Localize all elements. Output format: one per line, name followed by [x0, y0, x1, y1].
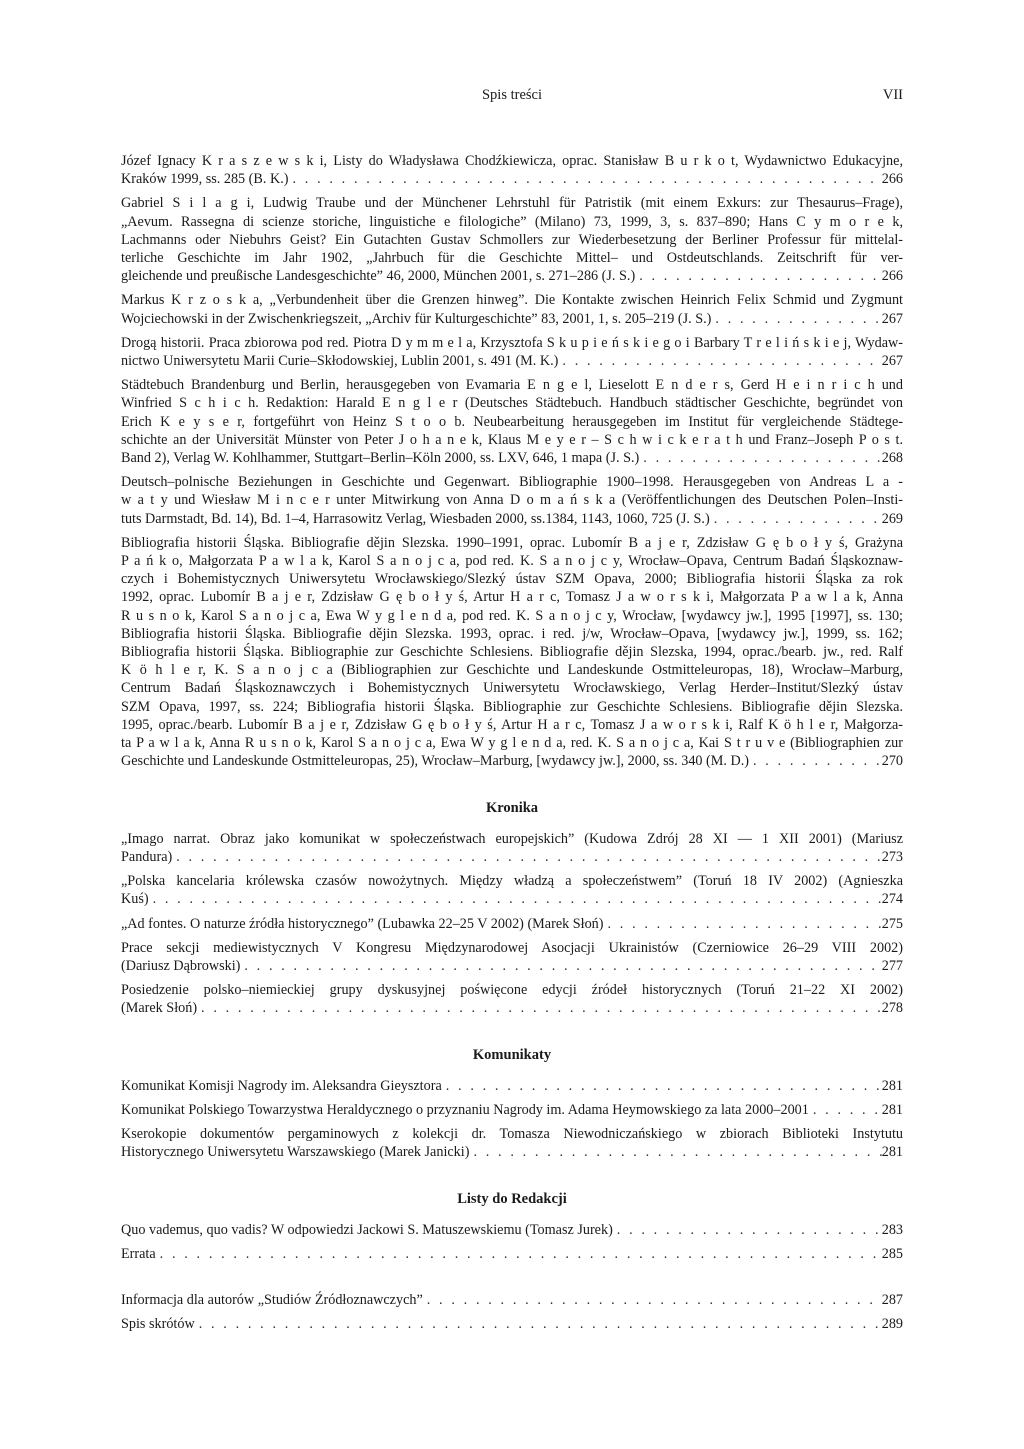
dot-leader: [423, 1291, 882, 1309]
toc-entry[interactable]: [121, 1315, 903, 1333]
toc-entries-komunikaty: [121, 1077, 903, 1162]
toc-entry[interactable]: [121, 1101, 903, 1119]
toc-entry-text-line: Bibliografia historii Śląska. Bibliografie dějin Slezska. 1990–1991, oprac. Lubomír B a j e r, Zdzisław G ę b o ł y ś, Grażyna: [121, 534, 903, 551]
toc-entry-text-line: 1995, oprac./bearb. Lubomír B a j e r, Zdzisław G ę b o ł y ś, Artur H a r c, Tomasz J a w o r s k i, Ralf K ö h l e r, Małgorza-: [121, 716, 903, 733]
toc-entries-final: [121, 1291, 903, 1333]
dot-leader: [288, 170, 881, 188]
toc-entry[interactable]: [121, 473, 903, 528]
toc-entry-page-number: 270: [881, 753, 903, 770]
toc-entry-page-number: 266: [881, 171, 903, 188]
toc-entry-text-line: nictwo Uniwersytetu Marii Curie–Skłodowskiej, Lublin 2001, s. 491 (M. K.): [121, 353, 559, 370]
toc-entry-last-line: [121, 352, 903, 370]
toc-entry[interactable]: [121, 334, 903, 370]
toc-entry-text-line: Wojciechowski in der Zwischenkriegszeit, „Archiv für Kulturgeschichte” 83, 2001, 1, s. 205–219 (J. S.): [121, 310, 712, 327]
toc-entry-text-line: Gabriel S i l a g i, Ludwig Traube und der Münchener Lehrstuhl für Patristik (mit einem Exkurs: zur Thesaurus–Frage),: [121, 195, 903, 212]
toc-entry-page-number: 268: [881, 450, 903, 467]
toc-entry[interactable]: [121, 1245, 903, 1263]
toc-entry-text-line: terliche Geschichte im Jahr 1902, „Jahrbuch für die Geschichte Mittel– und Ostdeutschlands. Zeitschrift für ver-: [121, 250, 903, 267]
toc-entry[interactable]: [121, 291, 903, 327]
toc-entry-last-line: [121, 1291, 903, 1309]
dot-leader: [558, 352, 881, 370]
dot-leader: [710, 510, 882, 528]
toc-entry-last-line: [121, 267, 903, 285]
toc-entry-page-number: 269: [881, 510, 903, 527]
toc-entry-text-line: Kuś): [121, 891, 149, 908]
toc-entry-last-line: [121, 1101, 903, 1119]
toc-entry-text-line: Lachmanns oder Niebuhrs Geist? Ein Gutachten Gustav Schmollers zur Wiederbesetzung der Berliner Professur für mittelal-: [121, 231, 903, 248]
dot-leader: [197, 999, 882, 1017]
toc-entry-page-number: 281: [881, 1101, 903, 1118]
toc-entries-listy: [121, 1221, 903, 1263]
toc-entry-text-line: Erich K e y s e r, fortgeführt von Heinz S t o o b. Neubearbeitung herausgegeben im Institut für vergleichende Städtege-: [121, 413, 903, 430]
toc-entry-last-line: [121, 449, 903, 467]
toc-entry-page-number: 278: [881, 1000, 903, 1017]
toc-entry-text-line: „Aevum. Rassegna di scienze storiche, linguistiche e filologiche” (Milano) 73, 1999, 3, s. 837–890; Hans C y m o r e k,: [121, 213, 903, 230]
toc-entry-last-line: [121, 957, 903, 975]
toc-entry-text-line: K ö h l e r, K. S a n o j c a (Bibliographien zur Geschichte und Landeskunde Ostmitteleuropas, 18), Wrocław–Marburg,: [121, 662, 903, 679]
toc-entry-text-line: 1992, oprac. Lubomír B a j e r, Zdzisław G ę b o ł y ś, Artur H a r c, Tomasz J a w o r s k i, Małgorzata P a w l a k, Anna: [121, 589, 903, 606]
toc-entry-last-line: [121, 752, 903, 770]
toc-entry-text-line: Markus K r z o s k a, „Verbundenheit über die Grenzen hinweg”. Die Kontakte zwischen Heinrich Felix Schmid und Zygmunt: [121, 292, 903, 309]
toc-entry-text-line: „Imago narrat. Obraz jako komunikat w społeczeństwach europejskich” (Kudowa Zdrój 28 XI — 1 XII 2001) (Mariusz: [121, 830, 903, 847]
page: [121, 86, 903, 1340]
toc-entry-page-number: 281: [881, 1077, 903, 1094]
toc-entry-text-line: P a ń k o, Małgorzata P a w l a k, Karol S a n o j c a, pod red. K. S a n o j c y, Wrocław–Opava, Centrum Badań Śląskoznaw-: [121, 553, 903, 570]
toc-entry-last-line: [121, 1245, 903, 1263]
toc-entries-reviews: [121, 152, 903, 771]
toc-entry-last-line: [121, 1143, 903, 1161]
running-head-title: Spis treści: [481, 87, 542, 103]
toc-entry-text-line: w a t y und Wiesław M i n c e r unter Mitwirkung von Anna D o m a ń s k a (Veröffentlichungen des Deutschen Polen–Insti-: [121, 492, 903, 509]
toc-entry-text-line: Kserokopie dokumentów pergaminowych z kolekcji dr. Tomasza Niewodniczańskiego w zbiorach Biblioteki Instytutu: [121, 1126, 903, 1143]
toc-entry-text-line: tuts Darmstadt, Bd. 14), Bd. 1–4, Harrasowitz Verlag, Wiesbaden 2000, ss.1384, 1143, 1060, 725 (J. S.): [121, 510, 710, 527]
toc-entry[interactable]: [121, 152, 903, 188]
dot-leader: [711, 310, 881, 328]
toc-entry-text-line: „Ad fontes. O naturze źródła historycznego” (Lubawka 22–25 V 2002) (Marek Słoń): [121, 915, 604, 932]
dot-leader: [240, 957, 881, 975]
toc-entry-text-line: Komunikat Komisji Nagrody im. Aleksandra Gieysztora: [121, 1077, 442, 1094]
dot-leader: [172, 848, 882, 866]
toc-entry-page-number: 287: [881, 1292, 903, 1309]
toc-entry-page-number: 277: [881, 957, 903, 974]
toc-entry-text-line: Informacja dla autorów „Studiów Źródłoznawczych”: [121, 1292, 423, 1309]
running-head-page-number: VII: [882, 87, 903, 103]
toc-entry-page-number: 267: [881, 310, 903, 327]
toc-entry-text-line: Centrum Badań Śląskoznawczych i Bohemistycznych Uniwersytetu Wrocławskiego, Verlag Herder–Institut/Slezký ústav: [121, 680, 903, 697]
toc-entry-last-line: [121, 1077, 903, 1095]
toc-entry-text-line: Spis skrótów: [121, 1316, 195, 1333]
toc-entry-page-number: 266: [881, 268, 903, 285]
toc-entry-text-line: SZM Opava, 1997, ss. 224; Bibliografia historii Śląska. Bibliographie zur Geschichte Schlesiens. Bibliografie dějin Slezska.: [121, 698, 903, 715]
toc-entry[interactable]: [121, 872, 903, 908]
toc-entry-page-number: 289: [881, 1316, 903, 1333]
toc-entry-text-line: ta P a w l a k, Anna R u s n o k, Karol S a n o j c a, Ewa W y g l e n d a, red. K. S a n o j c a, Kai S t r u v e (Bibliographien zur: [121, 735, 903, 752]
toc-entry-last-line: [121, 848, 903, 866]
toc-entry[interactable]: [121, 194, 903, 285]
toc-entry-text-line: czych i Bohemistycznych Uniwersytetu Wrocławskiego/Slezký ústav SZM Opava, 2000; Bibliografia historii Śląska za rok: [121, 571, 903, 588]
toc-entry-last-line: [121, 915, 903, 933]
dot-leader: [635, 267, 882, 285]
toc-entry-page-number: 274: [881, 891, 903, 908]
section-title-komunikaty: Komunikaty: [472, 1046, 552, 1063]
toc-entry-last-line: [121, 170, 903, 188]
toc-entry-last-line: [121, 890, 903, 908]
toc-entry-text-line: Winfried S c h i c h. Redaktion: Harald E n g l e r (Deutsches Städtebuch. Handbuch städtischer Geschichte, begründet von: [121, 395, 903, 412]
toc-entry[interactable]: [121, 534, 903, 771]
toc-entry-text-line: Prace sekcji mediewistycznych V Kongresu Międzynarodowej Asocjacji Ukrainistów (Czerniowice 26–29 VIII 2002): [121, 939, 903, 956]
toc-entry-last-line: [121, 999, 903, 1017]
toc-entry-text-line: Band 2), Verlag W. Kohlhammer, Stuttgart–Berlin–Köln 2000, ss. LXV, 646, 1 mapa (J. S.): [121, 450, 640, 467]
dot-leader: [749, 752, 882, 770]
toc-entry-last-line: [121, 310, 903, 328]
toc-entry[interactable]: [121, 1291, 903, 1309]
toc-entry-text-line: Deutsch–polnische Beziehungen in Geschichte und Gegenwart. Bibliographie 1900–1998. Herausgegeben von Andreas L a -: [121, 474, 903, 491]
toc-entry[interactable]: [121, 915, 903, 933]
toc-entry-page-number: 275: [881, 915, 903, 932]
toc-entry-page-number: 273: [881, 848, 903, 865]
toc-entry[interactable]: [121, 830, 903, 866]
toc-entry-text-line: Geschichte und Landeskunde Ostmitteleuropas, 25), Wrocław–Marburg, [wydawcy jw.], 2000, ss. 340 (M. D.): [121, 753, 750, 770]
dot-leader: [604, 915, 882, 933]
dot-leader: [639, 449, 881, 467]
toc-entry[interactable]: [121, 376, 903, 467]
toc-entry-text-line: Quo vademus, quo vadis? W odpowiedzi Jackowi S. Matuszewskiemu (Tomasz Jurek): [121, 1221, 613, 1238]
toc-entry-text-line: Errata: [121, 1245, 156, 1262]
toc-entry[interactable]: [121, 939, 903, 975]
dot-leader: [469, 1143, 881, 1161]
toc-entry-text-line: Pandura): [121, 848, 173, 865]
dot-leader: [442, 1077, 882, 1095]
dot-leader: [156, 1245, 882, 1263]
toc-entry-page-number: 267: [881, 353, 903, 370]
running-head: [121, 86, 903, 110]
toc-entry-last-line: [121, 510, 903, 528]
toc-entry-text-line: Drogą historii. Praca zbiorowa pod red. Piotra D y m m e l a, Krzysztofa S k u p i e ń s k i e g o i Barbary T r e l i ń s k i e j, Wydaw-: [121, 334, 903, 351]
toc-entry-text-line: (Marek Słoń): [121, 1000, 198, 1017]
toc-entry-text-line: Józef Ignacy K r a s z e w s k i, Listy do Władysława Chodźkiewicza, oprac. Stanisław B u r k o t, Wydawnictwo Edukacyjne,: [121, 153, 903, 169]
dot-leader: [809, 1101, 882, 1119]
toc-entry[interactable]: [121, 1125, 903, 1161]
dot-leader: [613, 1221, 882, 1239]
dot-leader: [149, 890, 882, 908]
section-title-listy-do-redakcji: Listy do Redakcji: [457, 1190, 567, 1207]
toc-entry-text-line: schichte an der Universität Münster von Peter J o h a n e k, Klaus M e y e r – S c h w i c k e r a t h und Franz–Joseph P o s t.: [121, 431, 903, 448]
toc-entry-text-line: Posiedzenie polsko–niemieckiej grupy dyskusyjnej poświęcone edycji źródeł historycznych (Toruń 21–22 XI 2002): [121, 982, 903, 999]
toc-entry-last-line: [121, 1221, 903, 1239]
toc-entry-page-number: 285: [881, 1245, 903, 1262]
toc-entry-text-line: Städtebuch Brandenburg und Berlin, herausgegeben von Evamaria E n g e l, Lieselott E n d e r s, Gerd H e i n r i c h und: [121, 377, 903, 394]
toc-entry-text-line: „Polska kancelaria królewska czasów nowożytnych. Między władzą a społeczeństwem” (Toruń 18 IV 2002) (Agnieszka: [121, 873, 903, 890]
toc-entry[interactable]: [121, 1077, 903, 1095]
dot-leader: [195, 1315, 882, 1333]
toc-entry-page-number: 283: [881, 1221, 903, 1238]
toc-entry-text-line: gleichende und preußische Landesgeschichte” 46, 2000, München 2001, s. 271–286 (J. S.): [121, 268, 636, 285]
section-gap: [121, 1269, 903, 1291]
toc-entry-text-line: Bibliografia historii Śląska. Bibliografie dějin Slezska. 1993, oprac. i red. j/w, Wrocław–Opava, [wydawcy jw.], 1999, ss. 162;: [121, 625, 903, 642]
toc-entry-text-line: Bibliografia historii Śląska. Bibliographie zur Geschichte Schlesiens. Bibliografie dějin Slezska, 1994, oprac./bearb. jw., red. Ralf: [121, 644, 903, 661]
toc-entry-page-number: 281: [881, 1144, 903, 1161]
toc-entry[interactable]: [121, 1221, 903, 1239]
toc-entry-text-line: Komunikat Polskiego Towarzystwa Heraldycznego o przyznaniu Nagrody im. Adama Heymowskiego za lata 2000–2001: [121, 1101, 809, 1118]
toc-entry-text-line: Historycznego Uniwersytetu Warszawskiego (Marek Janicki): [121, 1144, 470, 1161]
toc-entries-kronika: [121, 830, 903, 1018]
toc-entry-last-line: [121, 1315, 903, 1333]
toc-entry-text-line: R u s n o k, Karol S a n o j c a, Ewa W y g l e n d a, pod red. K. S a n o j c y, Wrocław, [wydawcy jw.], 1995 [1997], ss. 130;: [121, 607, 903, 624]
toc-entry-text-line: (Dariusz Dąbrowski): [121, 957, 241, 974]
toc-entry-text-line: Kraków 1999, ss. 285 (B. K.): [121, 171, 289, 188]
toc-entry[interactable]: [121, 981, 903, 1017]
section-title-kronika: Kronika: [485, 799, 539, 816]
